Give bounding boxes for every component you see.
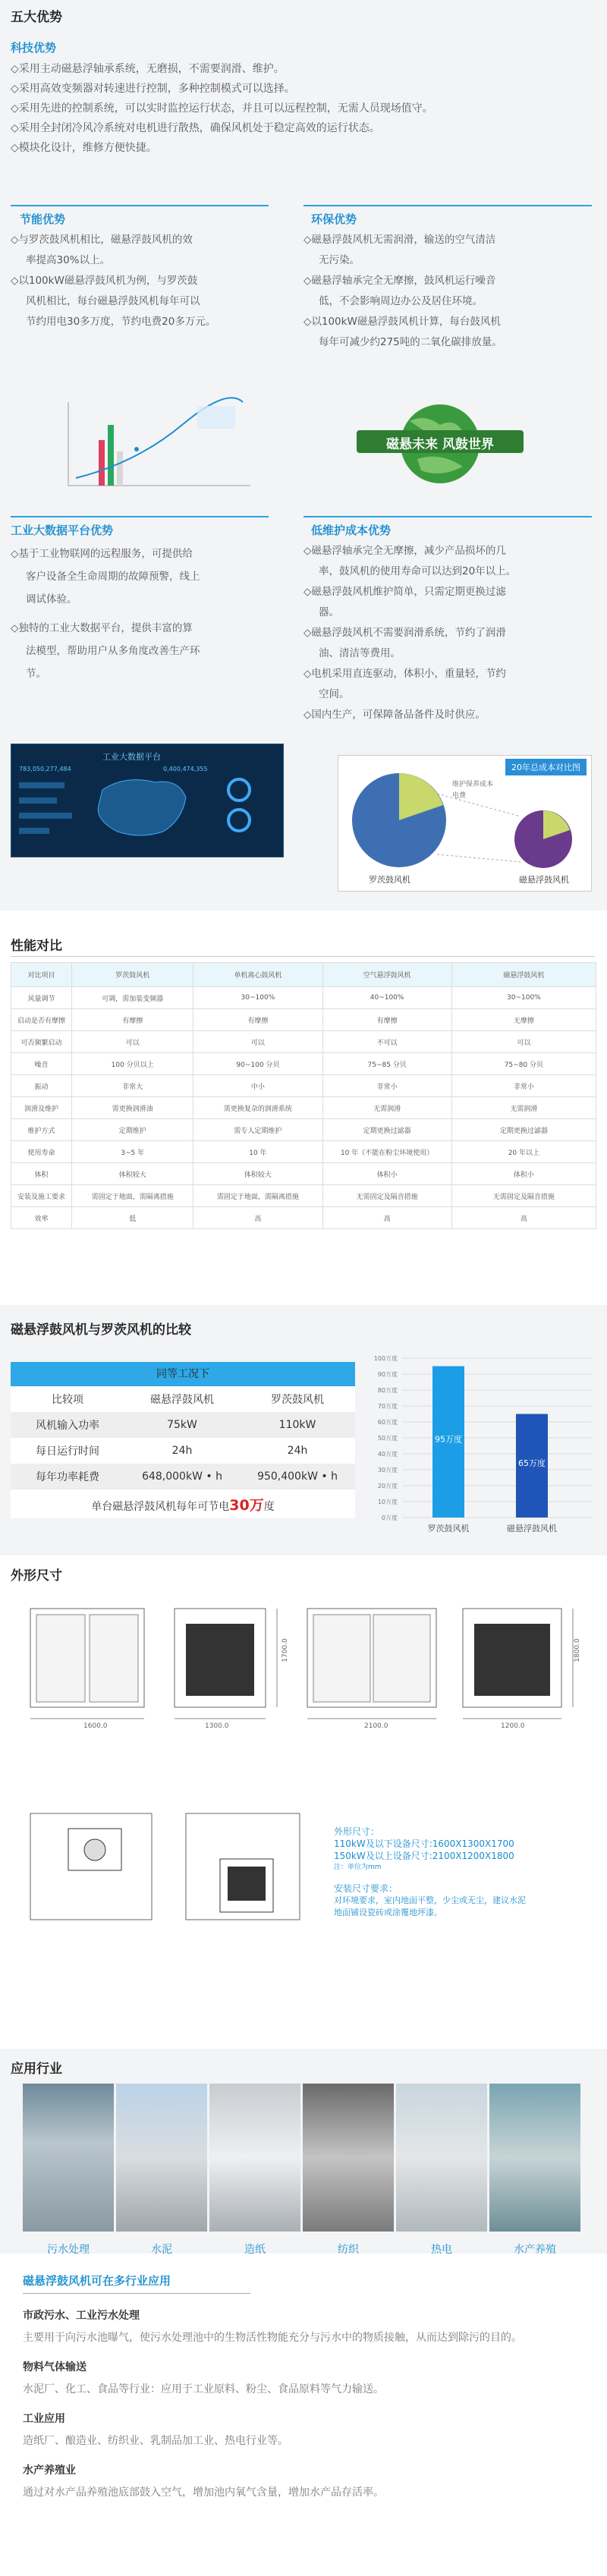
env-card [304, 205, 599, 353]
bigdata-title: 工业大数据平台优势 [11, 524, 114, 537]
perf-cell: 可以 [451, 1031, 596, 1053]
screen-num: 0,400,474,355 [163, 766, 208, 772]
compare-table-title: 同等工况下 [11, 1362, 355, 1386]
industry-label: 热电 [431, 2244, 452, 2256]
industry-item-head: 工业应用 [23, 2413, 65, 2425]
perf-cell: 无需固定及隔音措施 [451, 1185, 596, 1207]
perf-cell: 高 [451, 1207, 596, 1229]
maint-line: ◇磁悬浮鼓风机不需要润滑系统，节约了润滑 [304, 627, 506, 639]
maint-line: 器。 [319, 606, 339, 618]
bigdata-line: 节。 [26, 668, 46, 680]
tech-line: ◇采用高效变频器对转速进行控制，多种控制模式可以选择。 [11, 83, 295, 95]
dim-label: 2100.0 [364, 1722, 388, 1730]
perf-cell: 20 年以上 [451, 1141, 596, 1163]
pie-left-label: 罗茨鼓风机 [369, 875, 410, 885]
screen-num: 783,050,277,484 [19, 766, 71, 772]
industry-title: 应用行业 [11, 2062, 62, 2077]
perf-cell: 无需润滑 [322, 1097, 451, 1119]
pie-legend: 电费 [452, 792, 467, 800]
perf-cell: 40~100% [322, 987, 451, 1009]
pie-chart-box [338, 755, 592, 892]
industry-desc [23, 2272, 599, 2503]
compare-section [0, 1305, 607, 1555]
cmp-head: 磁悬浮鼓风机 [150, 1394, 214, 1406]
perf-cell: 有摩擦 [193, 1009, 322, 1031]
dim-label: 1800.0 [573, 1638, 581, 1662]
tech-line: ◇模块化设计，维修方便快捷。 [11, 142, 157, 154]
pie-legend: 维护保养成本 [452, 781, 494, 788]
perf-cell: 可以 [193, 1031, 322, 1053]
cement-image [116, 2084, 207, 2232]
install-title: 安装尺寸要求： [334, 1883, 398, 1894]
footer-num: 30万 [229, 1496, 264, 1514]
energy-line: 风机相比，每台磁悬浮鼓风机每年可以 [26, 295, 200, 307]
industry-section [0, 2049, 607, 2576]
spec-line: 150kW及以上设备尺寸:2100X1200X1800 [334, 1851, 514, 1861]
power-image [396, 2084, 487, 2232]
bigdata-line: 调试体验。 [26, 593, 77, 605]
tech-line: ◇采用主动磁悬浮轴承系统，无磨损，不需要润滑、维护。 [11, 63, 285, 75]
perf-cell: 磁悬浮鼓风机 [451, 963, 596, 987]
perf-cell: 定期维护 [72, 1119, 193, 1141]
perf-cell: 非常大 [72, 1075, 193, 1097]
perf-cell: 需固定于地面，需隔离措施 [193, 1185, 322, 1207]
energy-line: ◇与罗茨鼓风机相比，磁悬浮鼓风机的效 [11, 234, 193, 246]
pie-graphic [338, 756, 593, 892]
compare-table-box [11, 1362, 355, 1518]
advantages-title: 五大优势 [11, 10, 62, 25]
perf-cell: 需固定于地面，需隔离措施 [72, 1185, 193, 1207]
perf-cell: 体积 [11, 1163, 72, 1185]
maint-line: ◇磁悬浮鼓风机维护简单，只需定期更换过滤 [304, 586, 506, 598]
perf-cell: 非常小 [322, 1075, 451, 1097]
perf-cell: 10 年（不能在粉尘环境使用） [322, 1141, 451, 1163]
y-tick-label: 100万度 [373, 1355, 398, 1362]
industry-item-head: 物料气体输送 [23, 2361, 86, 2373]
cabinet-drawings [15, 1593, 607, 1798]
perf-cell: 100 分贝以上 [72, 1053, 193, 1075]
install-line: 对环境要求，室内地面平整，少尘或无尘，建议水泥 [334, 1895, 526, 1905]
perf-cell: 定期更换过滤器 [451, 1119, 596, 1141]
advantages-section [0, 0, 607, 911]
perf-cell: 定期更换过滤器 [322, 1119, 451, 1141]
maint-line: 率，鼓风机的使用寿命可以达到20年以上。 [319, 565, 517, 577]
cmp-cell: 75kW [167, 1419, 197, 1431]
perf-cell: 需专人定期维护 [193, 1119, 322, 1141]
bigdata-line: 客户设备全生命周期的故障预警，线上 [26, 571, 200, 583]
energy-graphic [46, 395, 266, 493]
y-tick-label: 70万度 [377, 1403, 398, 1410]
tech-lines [11, 59, 595, 158]
y-tick-label: 30万度 [377, 1467, 398, 1474]
env-line: 每年可减少约275吨的二氧化碳排放量。 [319, 336, 502, 348]
perf-cell: 75~80 分贝 [451, 1053, 596, 1075]
china-map-icon [11, 744, 285, 858]
cmp-cell: 110kW [278, 1419, 316, 1431]
env-line: 无污染。 [319, 254, 360, 266]
cmp-cell: 24h [287, 1445, 308, 1457]
perf-cell: 非常小 [451, 1075, 596, 1097]
tech-title: 科技优势 [11, 41, 57, 55]
install-line: 地面铺设瓷砖或涂覆地坪漆。 [334, 1908, 442, 1917]
industry-item-head: 水产养殖业 [23, 2464, 76, 2477]
spec-line: 注：单位为mm [334, 1864, 382, 1871]
perf-cell: 需更换复杂的润滑系统 [193, 1097, 322, 1119]
spec-text [334, 1825, 599, 1919]
spec-line: 110kW及以下设备尺寸:1600X1300X1700 [334, 1838, 514, 1849]
perf-cell: 体积较大 [193, 1163, 322, 1185]
energy-line: 节约用电30多万度，节约电费20多万元。 [26, 316, 216, 328]
maint-line: ◇国内生产，可保障备品备件及时供应。 [304, 709, 486, 721]
bigdata-screen [11, 744, 284, 857]
bigdata-card [11, 516, 299, 685]
maint-title: 低维护成本优势 [311, 524, 392, 537]
perf-section [0, 911, 607, 1305]
cmp-cell: 950,400kW • h [257, 1470, 338, 1483]
industry-label: 造纸 [244, 2244, 266, 2256]
y-tick-label: 10万度 [377, 1499, 398, 1505]
env-title: 环保优势 [311, 212, 357, 226]
spec-title: 外形尺寸： [334, 1826, 380, 1837]
perf-title: 性能对比 [11, 939, 62, 954]
category-label: 磁悬浮鼓风机 [507, 1524, 557, 1533]
category-label: 罗茨鼓风机 [427, 1524, 470, 1533]
perf-cell: 30~100% [451, 987, 596, 1009]
env-badge-text: 磁悬未来 风鼓世界 [386, 437, 494, 452]
perf-cell: 低 [72, 1207, 193, 1229]
y-tick-label: 0万度 [381, 1514, 398, 1521]
perf-cell: 中小 [193, 1075, 322, 1097]
pie-title: 20年总成本对比图 [505, 759, 587, 775]
cmp-cell: 648,000kW • h [142, 1470, 222, 1483]
maint-line: 油、清洁等费用。 [319, 647, 401, 659]
perf-cell: 可以 [72, 1031, 193, 1053]
perf-cell: 90~100 分贝 [193, 1053, 322, 1075]
industry-item-text: 造纸厂、酿造业、纺织业、乳制品加工业、热电行业等。 [23, 2435, 288, 2447]
perf-cell: 不可以 [322, 1031, 451, 1053]
perf-cell: 安装及施工要求 [11, 1185, 72, 1207]
cmp-cell: 每年功率耗费 [36, 1471, 99, 1483]
perf-cell: 风量调节 [11, 987, 72, 1009]
perf-cell: 噪音 [11, 1053, 72, 1075]
perf-cell: 有摩擦 [72, 1009, 193, 1031]
footer-pre: 单台磁悬浮鼓风机每年可节电 [91, 1500, 230, 1513]
compare-table [11, 1386, 355, 1518]
perf-cell: 可调，需加装变频器 [72, 987, 193, 1009]
tech-line: ◇采用先进的控制系统，可以实时监控运行状态，并且可以远程控制，无需人员现场值守。 [11, 102, 433, 115]
env-line: ◇磁悬浮鼓风机无需润滑，输送的空气清洁 [304, 234, 496, 246]
perf-cell: 无需固定及隔音措施 [322, 1185, 451, 1207]
dims-section [0, 1555, 607, 2049]
bigdata-line: ◇基于工业物联网的远程服务，可提供给 [11, 548, 193, 560]
industry-label: 水产养殖 [514, 2244, 556, 2256]
dim-label: 1200.0 [501, 1722, 525, 1730]
y-tick-label: 80万度 [377, 1387, 398, 1394]
cmp-cell: 风机输入功率 [36, 1420, 99, 1432]
cmp-head: 罗茨鼓风机 [271, 1394, 324, 1406]
y-tick-label: 50万度 [377, 1435, 398, 1442]
perf-cell: 30~100% [193, 987, 322, 1009]
paper-image [209, 2084, 300, 2232]
perf-cell: 3~5 年 [72, 1141, 193, 1163]
dims-title: 外形尺寸 [11, 1568, 62, 1584]
tech-line: ◇采用全封闭冷风冷系统对电机进行散热，确保风机处于稳定高效的运行状态。 [11, 122, 380, 134]
industry-item-text: 主要用于向污水池曝气，使污水处理池中的生物活性物能充分与污水中的物质接触，从而达到除污的目的。 [23, 2332, 522, 2344]
industry-item-text: 通过对水产品养殖池底部鼓入空气，增加池内氧气含量，增加水产品存活率。 [23, 2486, 384, 2499]
perf-cell: 无摩擦 [451, 1009, 596, 1031]
perf-cell: 75~85 分贝 [322, 1053, 451, 1075]
perf-cell: 10 年 [193, 1141, 322, 1163]
y-tick-label: 90万度 [377, 1371, 398, 1378]
perf-cell: 启动是否有摩擦 [11, 1009, 72, 1031]
energy-card [11, 205, 299, 332]
compare-footer [11, 1489, 355, 1518]
perf-cell: 效率 [11, 1207, 72, 1229]
industry-sub-title: 磁悬浮鼓风机可在多行业应用 [23, 2274, 171, 2288]
cmp-cell: 每日运行时间 [36, 1445, 99, 1458]
maint-line: ◇磁悬浮轴承完全无摩擦，减少产品损坏的几 [304, 545, 506, 557]
perf-cell: 振动 [11, 1075, 72, 1097]
install-drawings [15, 1783, 334, 1935]
y-tick-label: 60万度 [377, 1419, 398, 1426]
footer-post: 度 [263, 1500, 275, 1513]
bar-value-label: 65万度 [518, 1458, 546, 1468]
aquaculture-image [489, 2084, 580, 2232]
env-line: 低，不会影响周边办公及居住环境。 [319, 295, 483, 307]
perf-table [11, 962, 596, 1229]
perf-cell: 可否频繁启动 [11, 1031, 72, 1053]
screen-title: 工业大数据平台 [102, 752, 161, 762]
energy-line: ◇以100kW磁悬浮鼓风机为例，与罗茨鼓 [11, 275, 198, 287]
perf-cell: 有摩擦 [322, 1009, 451, 1031]
perf-cell: 高 [322, 1207, 451, 1229]
industry-images [23, 2084, 599, 2262]
maint-card [304, 516, 603, 725]
perf-cell: 无需润滑 [451, 1097, 596, 1119]
industry-item-text: 水泥厂、化工、食品等行业：应用于工业原料、粉尘、食品原料等气力输送。 [23, 2383, 384, 2395]
perf-cell: 空气悬浮鼓风机 [322, 963, 451, 987]
dim-label: 1300.0 [205, 1722, 229, 1730]
bigdata-line: 法模型，帮助用户从多角度改善生产环 [26, 645, 200, 657]
bar-value-label: 95万度 [435, 1434, 462, 1445]
pie-right-label: 磁悬浮鼓风机 [519, 875, 569, 885]
bar-chart [364, 1351, 599, 1548]
perf-cell: 润滑及维护 [11, 1097, 72, 1119]
perf-cell: 使用寿命 [11, 1141, 72, 1163]
cmp-cell: 24h [171, 1445, 193, 1457]
cmp-head: 比较项 [52, 1394, 83, 1406]
maint-line: ◇电机采用直连驱动，体积小，重量轻，节约 [304, 668, 506, 680]
industry-label: 污水处理 [47, 2244, 90, 2256]
y-tick-label: 20万度 [377, 1483, 398, 1489]
maint-line: 空间。 [319, 688, 350, 700]
dim-label: 1700.0 [281, 1638, 289, 1662]
y-tick-label: 40万度 [377, 1451, 398, 1458]
perf-cell: 体积小 [322, 1163, 451, 1185]
perf-cell: 体积小 [451, 1163, 596, 1185]
dim-label: 1600.0 [83, 1722, 108, 1730]
sewage-image [23, 2084, 114, 2232]
env-badge [349, 398, 531, 489]
perf-cell: 体积较大 [72, 1163, 193, 1185]
env-line: ◇磁悬浮轴承完全无摩擦，鼓风机运行噪音 [304, 275, 496, 287]
textile-image [303, 2084, 394, 2232]
industry-label: 水泥 [151, 2244, 172, 2256]
perf-cell: 罗茨鼓风机 [72, 963, 193, 987]
energy-title: 节能优势 [20, 212, 66, 226]
perf-cell: 单机离心鼓风机 [193, 963, 322, 987]
perf-cell: 高 [193, 1207, 322, 1229]
industry-item-head: 市政污水、工业污水处理 [23, 2310, 140, 2322]
env-line: ◇以100kW磁悬浮鼓风机计算，每台鼓风机 [304, 316, 501, 328]
industry-label: 纺织 [338, 2244, 359, 2256]
perf-cell: 维护方式 [11, 1119, 72, 1141]
energy-line: 率提高30%以上。 [26, 254, 111, 266]
perf-cell: 需更换润滑油 [72, 1097, 193, 1119]
compare-title: 磁悬浮鼓风机与罗茨风机的比较 [11, 1323, 191, 1338]
bigdata-line: ◇独特的工业大数据平台，提供丰富的算 [11, 622, 193, 634]
perf-cell: 对比项目 [11, 963, 72, 987]
